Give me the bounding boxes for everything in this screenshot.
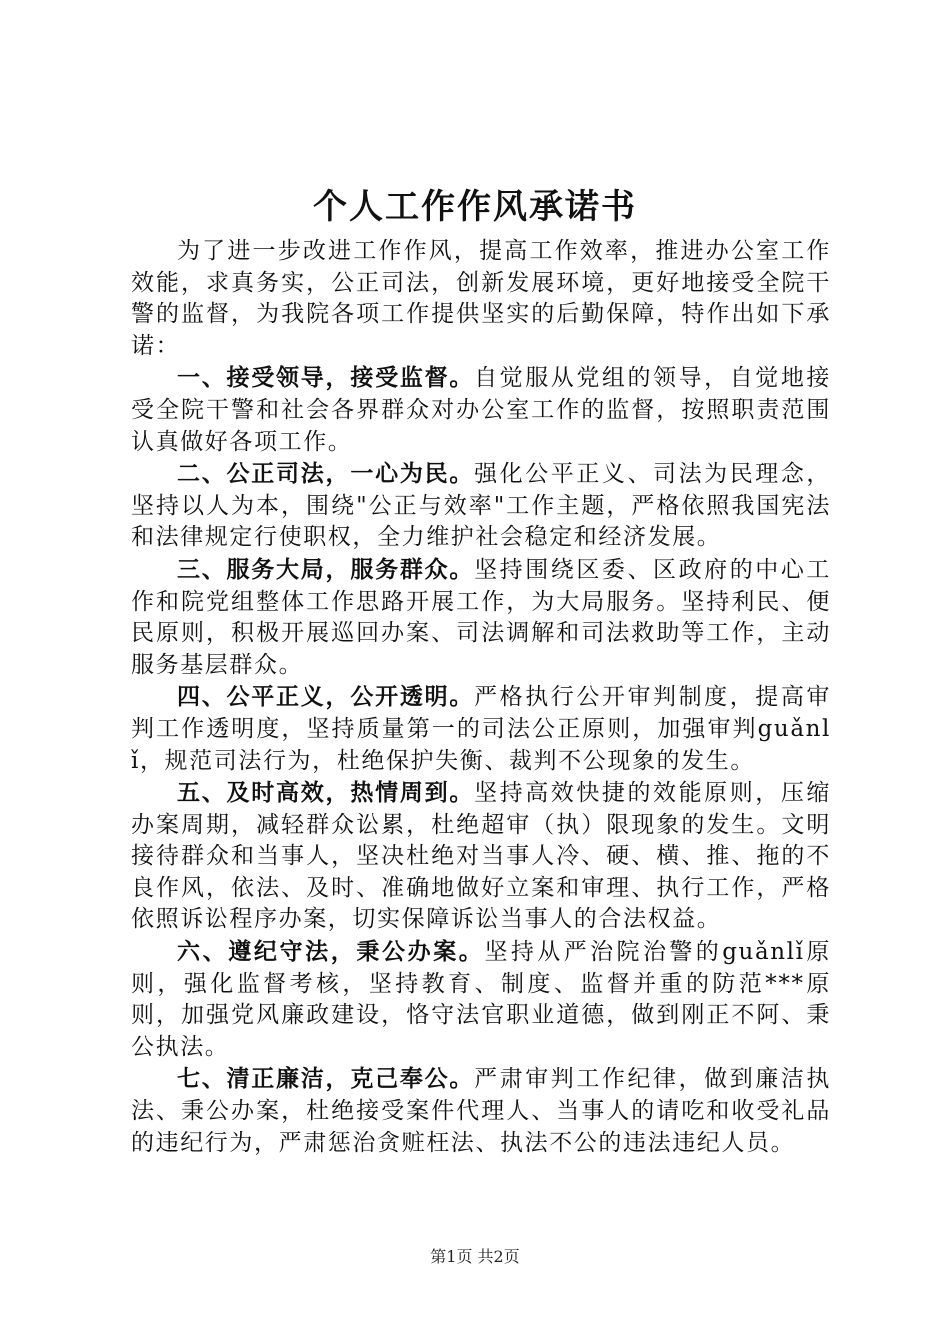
commitment-text: 自觉服从党组的领导，自觉地接受全院干警和社会各界群众对办公室工作的监督，按照职责范围认真做好各项工作。	[131, 365, 831, 455]
commitment-paragraph-7	[131, 1063, 831, 1159]
commitment-paragraph-3	[131, 554, 831, 681]
commitment-paragraph-1	[131, 362, 831, 458]
commitment-text: 坚持高效快捷的效能原则，压缩办案周期，减轻群众讼累，杜绝超审（执）限现象的发生。文明接待群众和当事人，坚决杜绝对当事人冷、硬、横、推、拖的不良作风，依法、及时、准确地做好立案和审理、执行工作，严格依照诉讼程序办案，切实保障诉讼当事人的合法权益。	[131, 780, 831, 933]
commitment-text: 坚持围绕区委、区政府的中心工作和院党组整体工作思路开展工作，为大局服务。坚持利民、便民原则，积极开展巡回办案、司法调解和司法救助等工作，主动服务基层群众。	[131, 556, 831, 678]
commitment-text: 严格执行公开审判制度，提高审判工作透明度，坚持质量第一的司法公正原则，加强审判guǎnlǐ，规范司法行为，杜绝保护失衡、裁判不公现象的发生。	[131, 684, 831, 774]
document-title: 个人工作作风承诺书	[313, 187, 637, 227]
commitment-text: 严肃审判工作纪律，做到廉洁执法、秉公办案，杜绝接受案件代理人、当事人的请吃和收受礼品的违纪行为，严肃惩治贪赃枉法、执法不公的违法违纪人员。	[131, 1066, 831, 1156]
document-body	[131, 236, 831, 1159]
page-footer: 第1页 共2页	[430, 1247, 520, 1266]
commitment-paragraph-5	[131, 777, 831, 936]
commitment-heading: 七、清正廉洁，克己奉公。	[177, 1065, 475, 1093]
intro-paragraph: 为了进一步改进工作作风，提高工作效率，推进办公室工作效能，求真务实，公正司法，创新发展环境，更好地接受全院干警的监督，为我院各项工作提供坚实的后勤保障，特作出如下承诺：	[131, 238, 831, 359]
commitment-heading: 三、服务大局，服务群众。	[177, 555, 475, 583]
commitment-text: 强化公平正义、司法为民理念，坚持以人为本，围绕"公正与效率"工作主题，严格依照我国宪法和法律规定行使职权，全力维护社会稳定和经济发展。	[131, 461, 831, 551]
commitment-text: 坚持从严治院治警的guǎnlǐ原则，强化监督考核，坚持教育、制度、监督并重的防范***原则，加强党风廉政建设，恪守法官职业道德，做到刚正不阿、秉公执法。	[131, 939, 831, 1060]
commitment-paragraph-2	[131, 458, 831, 554]
commitment-heading: 二、公正司法，一心为民。	[177, 460, 475, 488]
commitment-heading: 一、接受领导，接受监督。	[177, 364, 475, 392]
commitment-heading: 六、遵纪守法，秉公办案。	[177, 938, 485, 966]
commitment-paragraph-4	[131, 681, 831, 777]
commitment-paragraph-6	[131, 936, 831, 1063]
commitment-heading: 五、及时高效，热情周到。	[177, 779, 475, 807]
commitment-heading: 四、公平正义，公开透明。	[177, 683, 475, 711]
